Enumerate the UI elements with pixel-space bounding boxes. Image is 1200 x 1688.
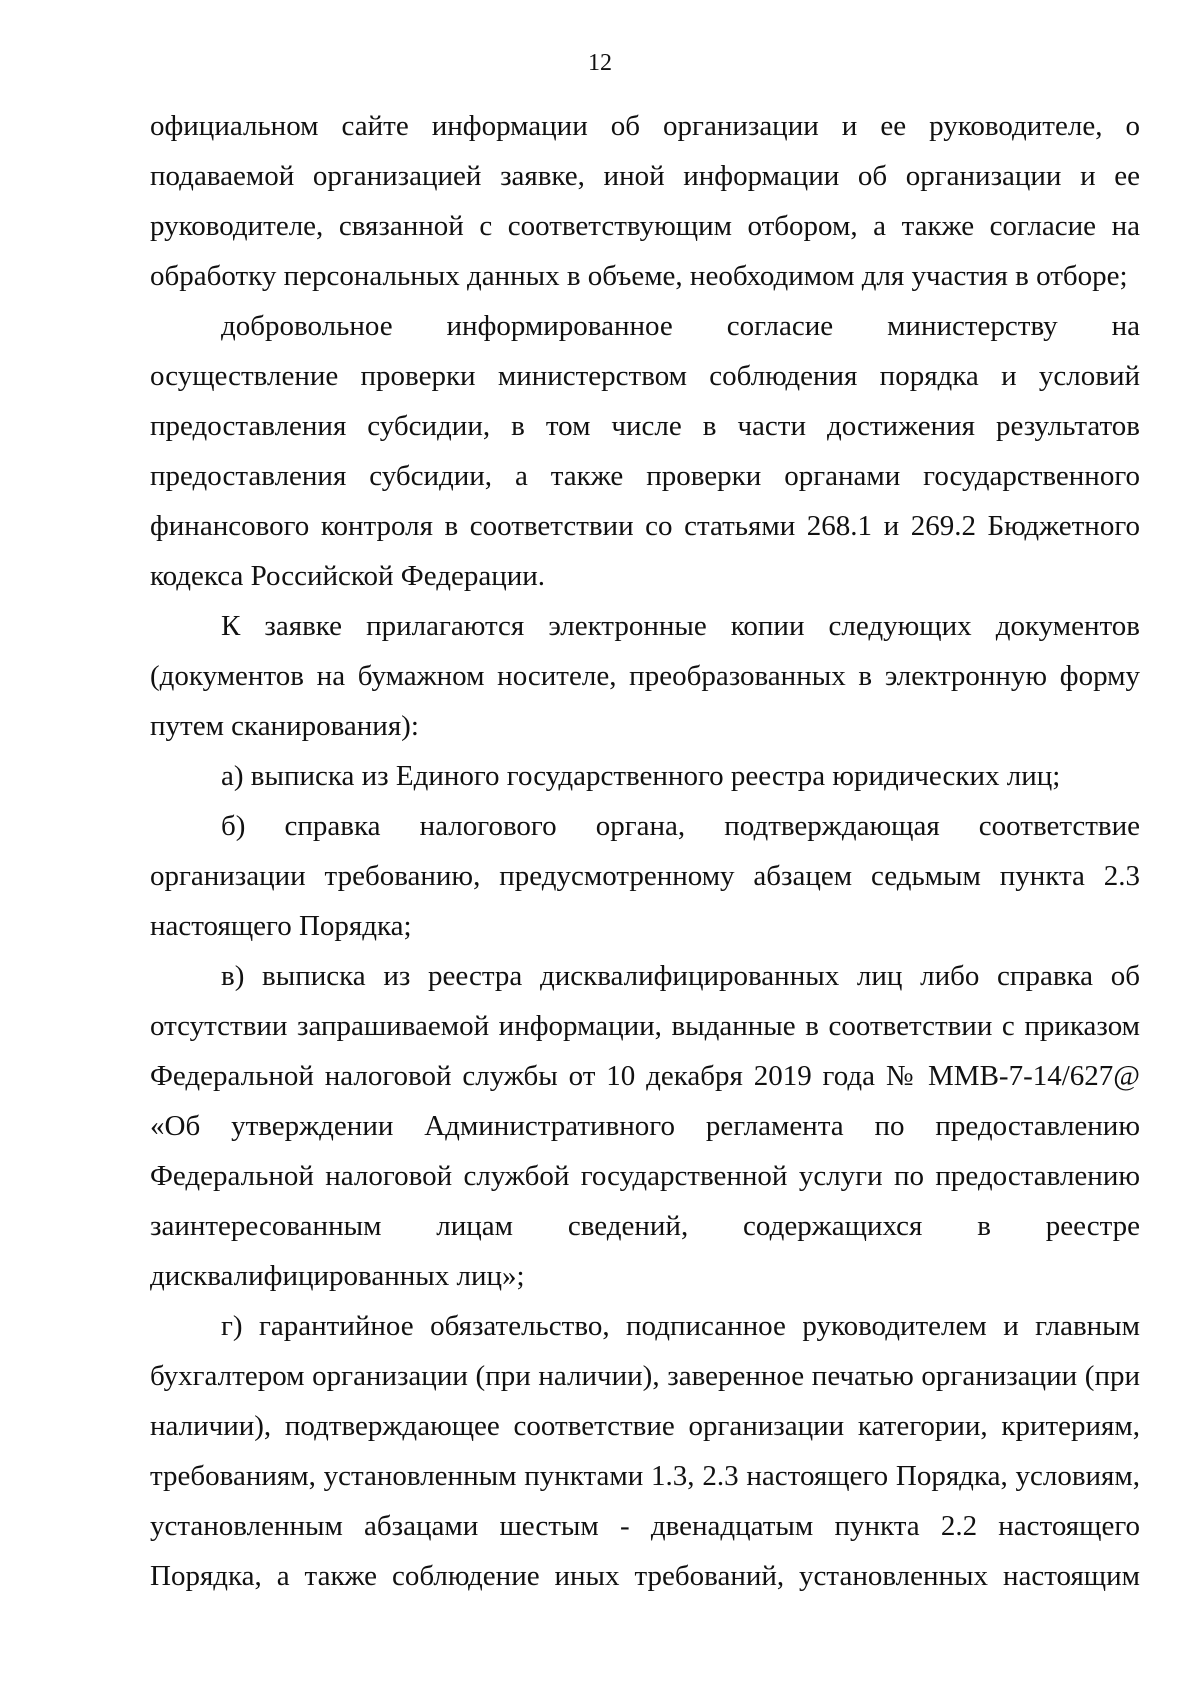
document-body [150, 101, 1140, 1601]
paragraph-consent-inspection: добровольное информированное согласие министерству на осуществление проверки министерством соблюдения порядка и условий предоставления субсидии, в том числе в части достижения результатов предоставления субсидии, а также проверки органами государственного финансового контроля в соответствии со статьями 268.1 и 269.2 Бюджетного кодекса Российской Федерации. [150, 310, 1140, 592]
list-item-v: в) выписка из реестра дисквалифицированных лиц либо справка об отсутствии запрашиваемой информации, выданные в соответствии с приказом Федеральной налоговой службы от 10 декабря 2019 года № ММВ-7-14/627@ «Об утверждении Административного регламента по предоставлению Федеральной налоговой службой государственной услуги по предоставлению заинтересованным лицам сведений, содержащихся в реестре дисквалифицированных лиц»; [150, 960, 1140, 1292]
paragraph-attached-documents: К заявке прилагаются электронные копии следующих документов (документов на бумажном носителе, преобразованных в электронную форму путем сканирования): [150, 610, 1140, 742]
list-item-a: а) выписка из Единого государственного реестра юридических лиц; [221, 760, 1061, 792]
list-item-g: г) гарантийное обязательство, подписанное руководителем и главным бухгалтером организации (при наличии), заверенное печатью организации (при наличии), подтверждающее соответствие организации категории, критериям, требованиям, установленным пунктами 1.3, 2.3 настоящего Порядка, условиям, установленным абзацами шестым - двенадцатым пункта 2.2 настоящего Порядка, а также соблюдение иных требований, установленных настоящим [150, 1310, 1140, 1592]
page-number: 12 [588, 50, 612, 76]
list-item-b: б) справка налогового органа, подтверждающая соответствие организации требованию, предусмотренному абзацем седьмым пункта 2.3 настоящего Порядка; [150, 810, 1140, 942]
paragraph-consent-publication: официальном сайте информации об организации и ее руководителе, о подаваемой организацией заявке, иной информации об организации и ее руководителе, связанной с соответствующим отбором, а также согласие на обработку персональных данных в объеме, необходимом для участия в отборе; [150, 110, 1140, 292]
